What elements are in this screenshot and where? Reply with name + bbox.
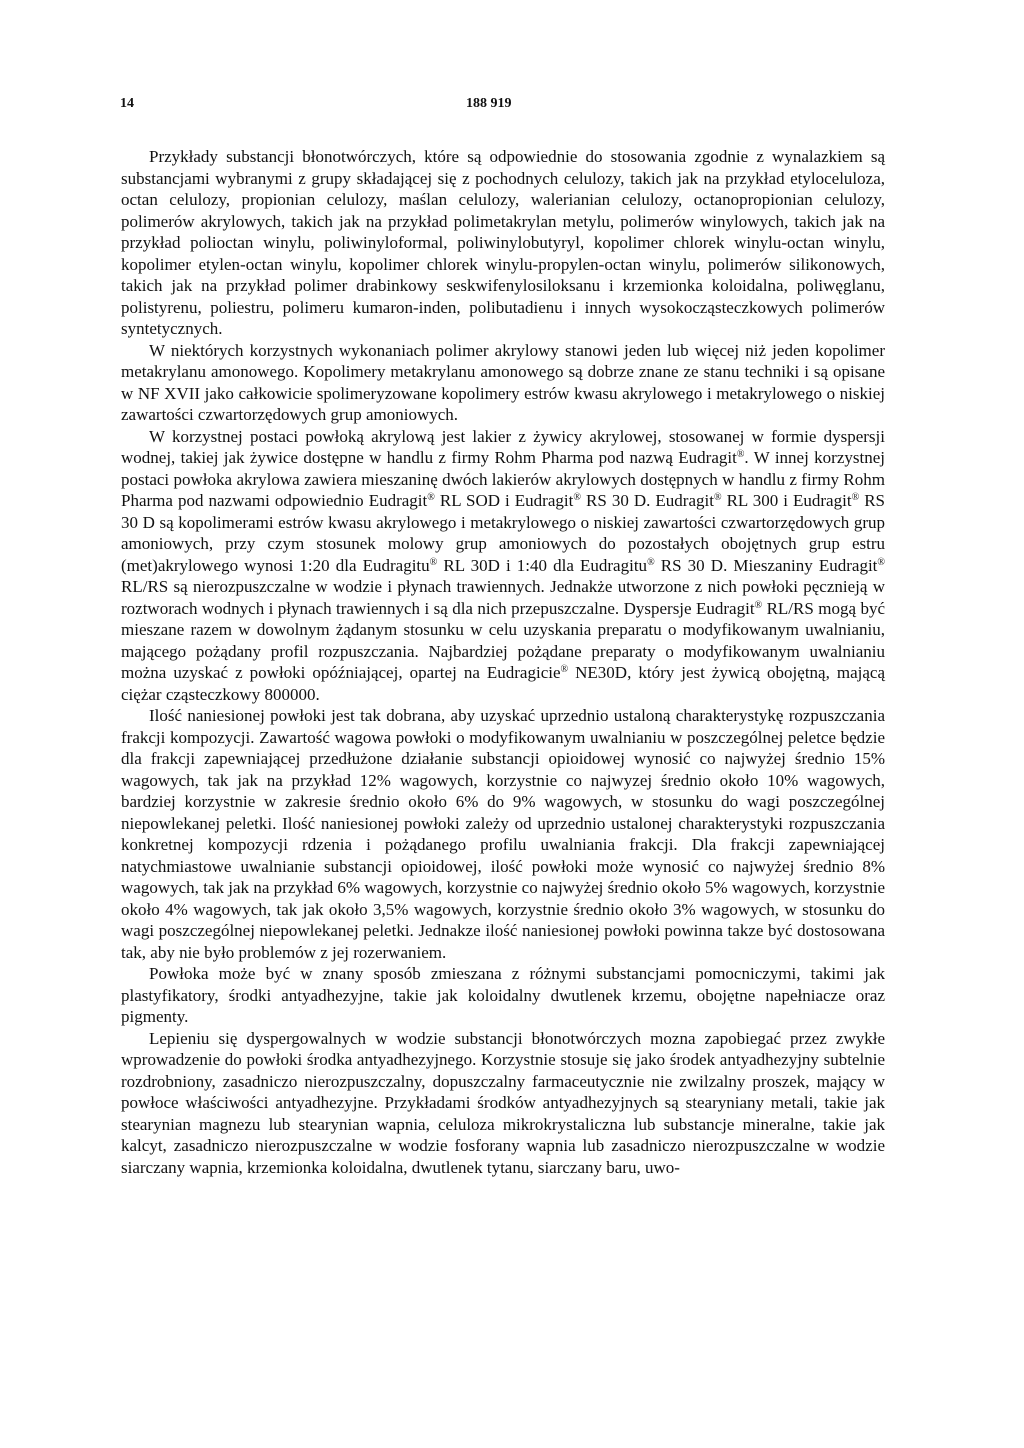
text-run: NE30D, który jest żywicą obojętną, mającą ciężar cząsteczkowy 800000.: [121, 663, 885, 704]
text-run: RL/RS mogą być mieszane razem w dowolnym żądanym stosunku w celu uzyskania preparatu o modyfikowanym uwalnianiu, mającego pożądany profil rozpuszczania. Najbardziej pożądane preparaty o modyfikowanym uwalnianiu można uzyskać z powłoki opóźniającej, opartej na Eudragicie: [121, 598, 885, 682]
registered-mark: ®: [713, 492, 722, 503]
registered-mark: ®: [647, 556, 655, 568]
registered-mark: ®: [754, 599, 763, 611]
text-run: Lepieniu się dyspergowalnych w wodzie substancji błonotwórczych mozna zapobiegać przez zwykłe wprowadzenie do powłoki środka antyadhezyjnego. Korzystnie stosuje się jako środek antyadhezyjny subtelnie rozdrobniony, zasadniczo nierozpuszczalny, dopuszczalny farmaceutycznie nie zwilzalny proszek, mający w powłoce właściwości antyadhezyjne. Przykładami środków antyadhezyjnych są stearyniany metali, takie jak stearynian magnezu lub stearynian wapnia, celuloza mikrokrystaliczna lub substancje mineralne, takie jak kalcyt, zasadniczo nierozpuszczalne w wodzie fosforany wapnia lub zasadniczo nierozpuszczalne w wodzie siarczany wapnia, krzemionka koloidalna, dwutlenek tytanu, siarczany baru, uwo-: [121, 1028, 885, 1177]
text-run: RL 300 i Eudragit: [721, 491, 852, 510]
text-run: RL SOD i Eudragit: [434, 491, 574, 510]
text-run: Przykłady substancji błonotwórczych, które są odpowiednie do stosowania zgodnie z wynalazkiem są substancjami wybranymi z grupy składającej się z pochodnych celulozy, takich jak na przykład etyloceluloza, octan celulozy, propionian celulozy, maślan celulozy, walerianian celulozy, octanopropionian celulozy, polimerów akrylowych, takich jak na przykład polimetakrylan metylu, polimerów winylowych, takich jak na przykład polioctan winylu, poliwinyloformal, poliwinylobutyryl, kopolimer chlorek winylu-octan winylu, kopolimer etylen-octan winylu, kopolimer chlorek winylu-propylen-octan winylu, polimerów silikonowych, takich jak na przykład polimer drabinkowy seskwifenylosiloksanu i krzemionka koloidalna, poliwęglanu, polistyrenu, poliestru, polimeru kumaron-inden, polibutadienu i innych wysokocząsteczkowych polimerów syntetycznych.: [121, 147, 885, 338]
registered-mark: ®: [573, 492, 581, 503]
patent-number: 188 919: [466, 96, 512, 111]
text-run: RS 30 D są kopolimerami estrów kwasu akrylowego i metakrylowego o niskiej zawartości czwartorzędowych grup amoniowych, przy czym stosunek molowy grup amoniowych do pozostałych obojętnych grup estru (met)akrylowego wynosi 1:20 dla Eudragitu: [121, 491, 885, 575]
text-run: RL/RS są nierozpuszczalne w wodzie i płynach trawiennych. Jednakże utworzone z nich powłoki pęcznieją w roztworach wodnych i płynach trawiennych i są dla nich przepuszczalne. Dyspersje Eudragit: [121, 577, 885, 618]
registered-mark: ®: [560, 664, 569, 675]
registered-mark: ®: [427, 492, 435, 503]
registered-mark: ®: [877, 556, 886, 568]
paragraph-coating-amount: [121, 705, 885, 963]
text-run: RS 30 D. Eudragit: [580, 491, 714, 510]
page-number: 14: [120, 96, 134, 111]
registered-mark: ®: [851, 492, 860, 503]
paragraph-antiadhesive-agents: [121, 1028, 885, 1179]
registered-mark: ®: [429, 556, 438, 568]
text-run: Powłoka może być w znany sposób zmieszana z różnymi substancjami pomocniczymi, takimi jak plastyfikatory, środki antyadhezyjne, takie jak koloidalny dwutlenek krzemu, obojętne napełniacze oraz pigmenty.: [121, 964, 885, 1026]
registered-mark: ®: [736, 449, 745, 460]
paragraph-ammonio-methacrylate-copolymers: [121, 340, 885, 426]
text-run: RS 30 D. Mieszaniny Eudragit: [654, 555, 878, 575]
text-run: W korzystnej postaci powłoką akrylową jest lakier z żywicy akrylowej, stosowanej w formie dyspersji wodnej, takiej jak żywice dostępne w handlu z firmy Rohm Pharma pod nazwą Eudragit: [121, 426, 885, 467]
text-run: RL 30D i 1:40 dla Eudragitu: [437, 555, 648, 575]
text-run: W niektórych korzystnych wykonaniach polimer akrylowy stanowi jeden lub więcej niż jeden kopolimer metakrylanu amonowego. Kopolimery metakrylanu amonowego są dobrze znane ze stanu techniki i są opisane w NF XVII jako całkowicie spolimeryzowane kopolimery estrów kwasu akrylowego i metakrylowego o niskiej zawartości czwartorzędowych grup amoniowych.: [121, 340, 885, 424]
paragraph-film-forming-substances: [121, 146, 885, 340]
document-body: [121, 146, 885, 1178]
paragraph-coating-excipients: [121, 963, 885, 1028]
text-run: . W innej korzystnej postaci powłoka akrylowa zawiera mieszaninę dwóch lakierów akrylowych dostępnych w handlu z firmy Rohm Pharma pod nazwami odpowiednio Eudragit: [121, 448, 885, 510]
text-run: Ilość naniesionej powłoki jest tak dobrana, aby uzyskać uprzednio ustaloną charakterystykę rozpuszczania frakcji kompozycji. Zawartość wagowa powłoki o modyfikowanym uwalnianiu w poszczególnej peletce będzie dla frakcji zapewniającej przedłużone działanie substancji opioidowej wynosić co najwyżej średnio 15% wagowych, tak jak na przykład 12% wagowych, korzystnie co najwyzej średnio około 10% wagowych, bardziej korzystnie w zakresie średnio około 6% do 9% wagowych, w stosunku do wagi poszczególnej niepowlekanej peletki. Ilość naniesionej powłoki zależy od uprzednio ustalonej charakterystyki rozpuszczania konkretnej kompozycji rdzenia i pożądanego profilu uwalniania frakcji. Dla frakcji zapewniającej natychmiastowe uwalnianie substancji opioidowej, ilość powłoki może wynosić co najwyżej średnio 8% wagowych, tak jak na przykład 6% wagowych, korzystnie co najwyżej średnio około 5% wagowych, korzystnie około 4% wagowych, tak jak około 3,5% wagowych, korzystnie średnio około 3% wagowych, w stosunku do wagi poszczególnej niepowlekanej peletki. Jednakze ilość naniesionej powłoki powinna takze być dostosowana tak, aby nie było problemów z jej rozerwaniem.: [121, 706, 885, 962]
paragraph-eudragit-coatings: [121, 426, 885, 706]
